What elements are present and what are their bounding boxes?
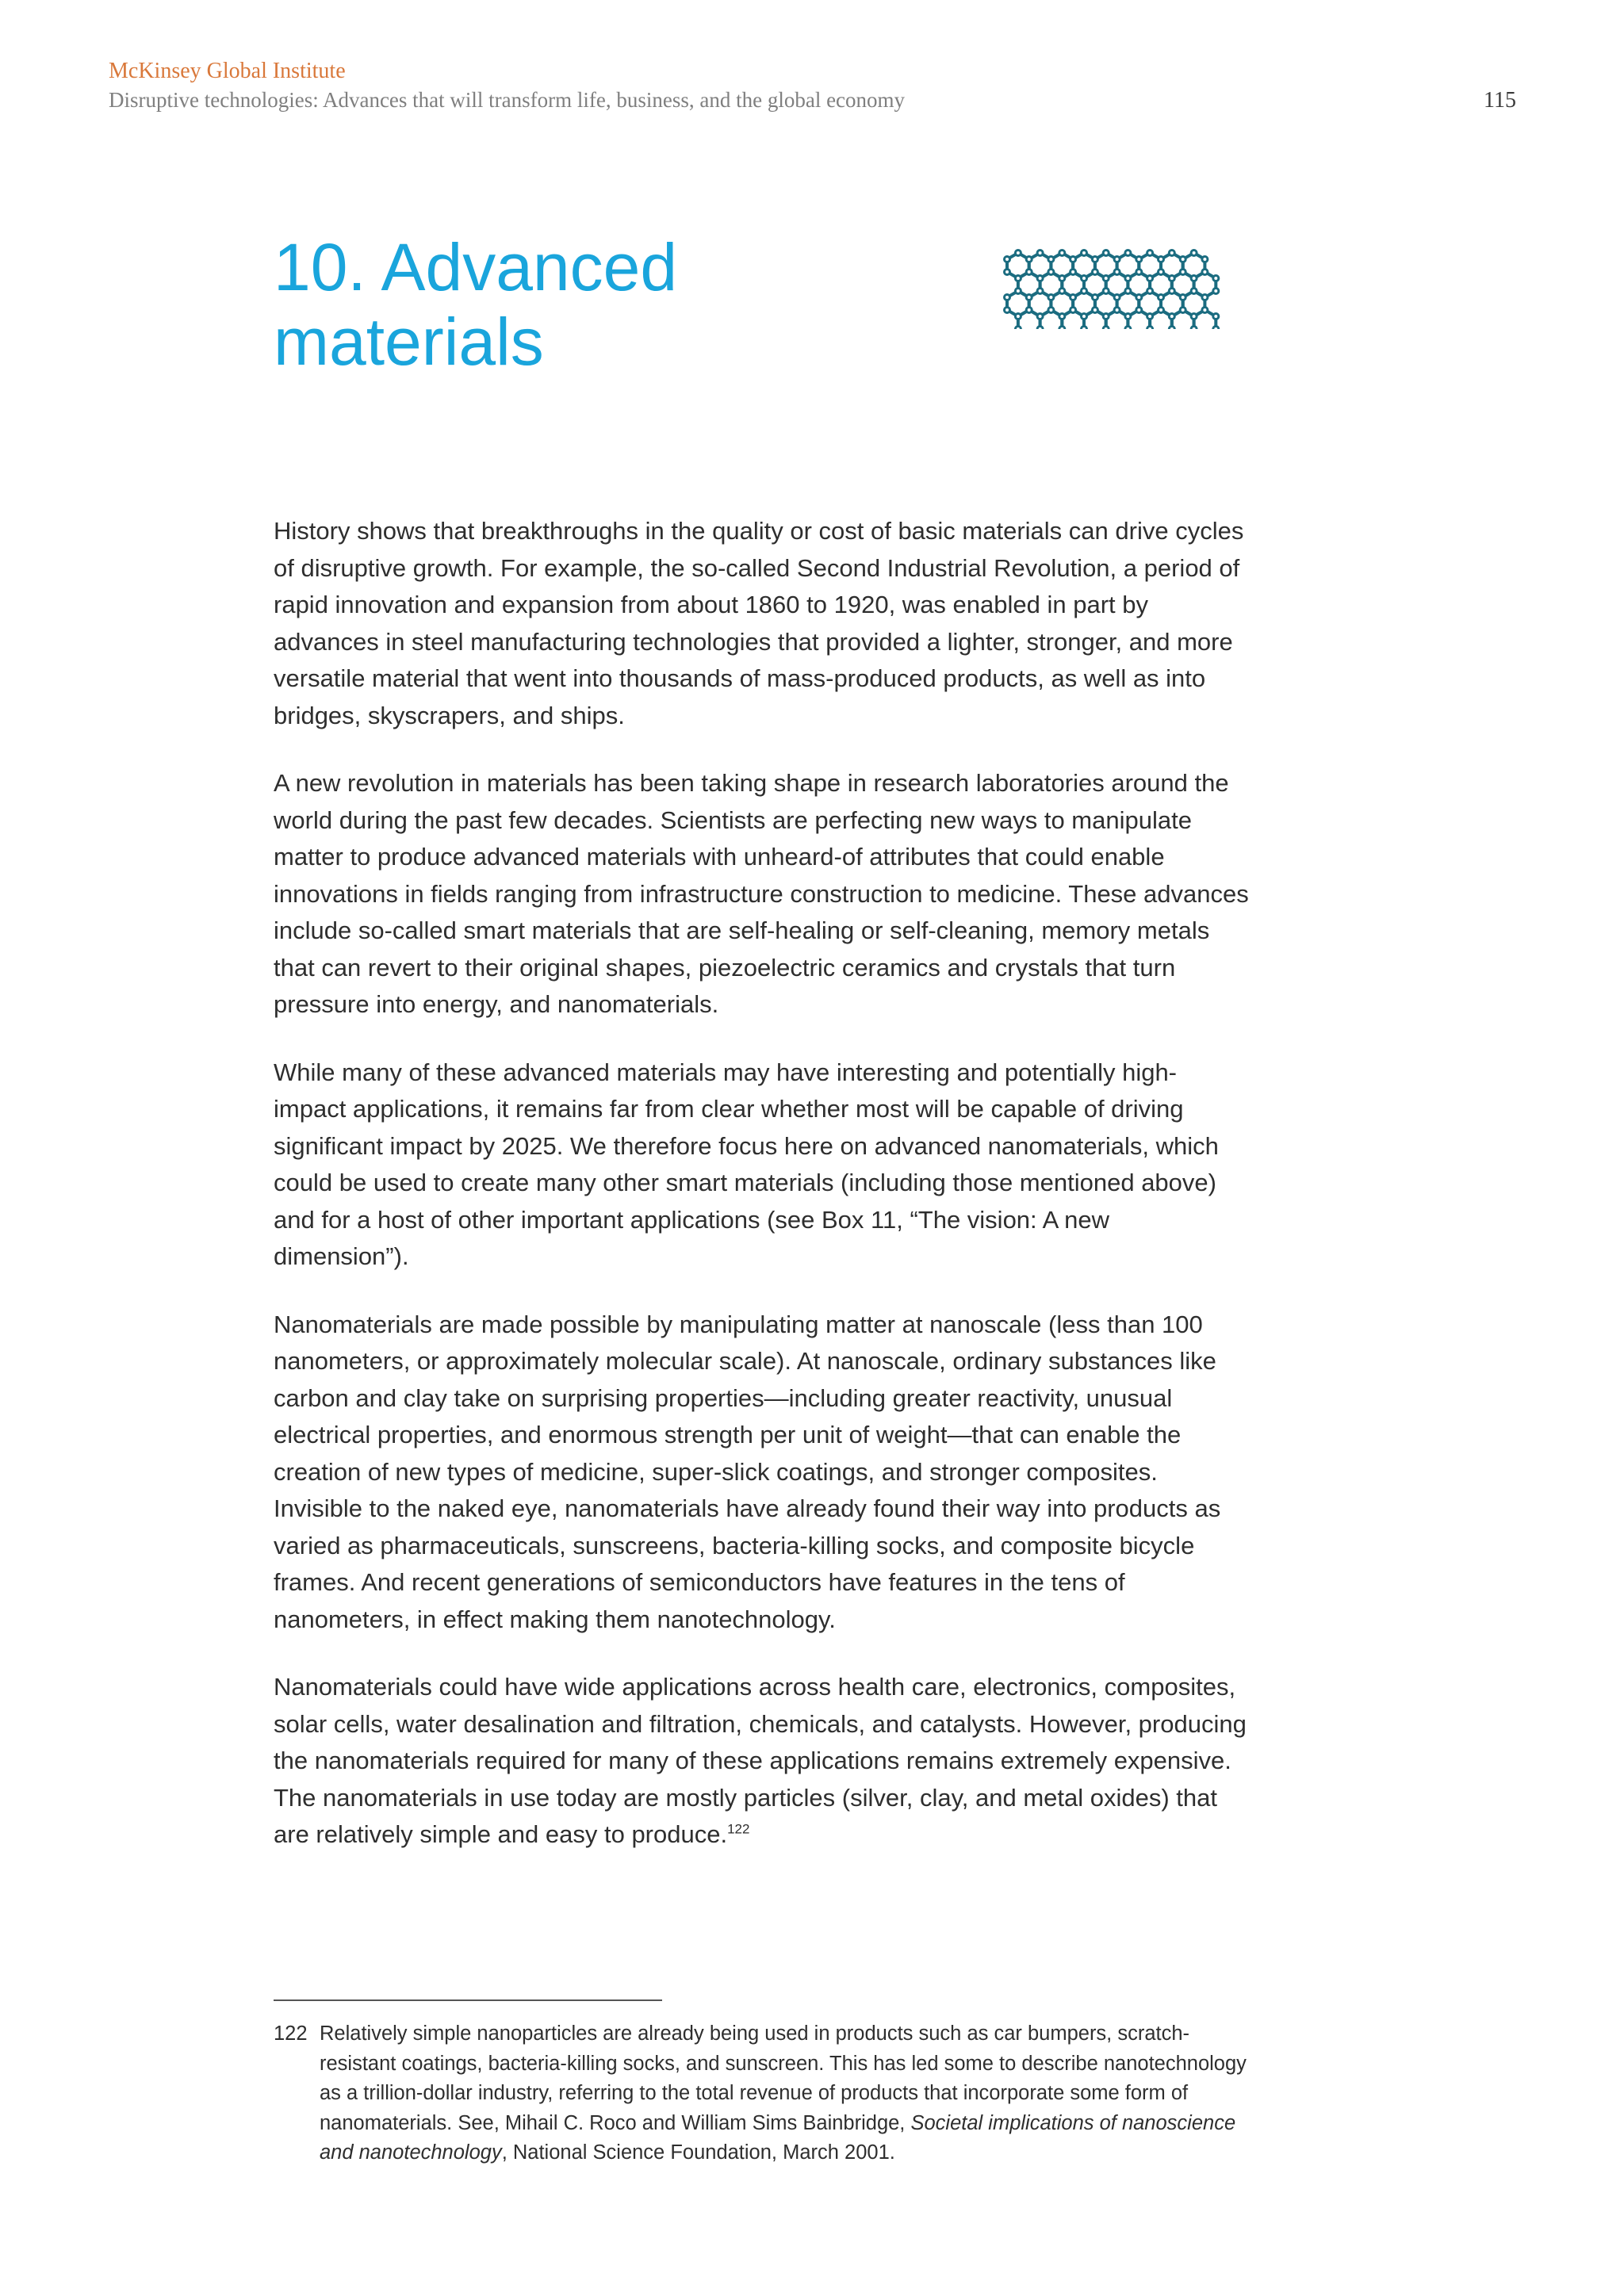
lattice-atom bbox=[1191, 327, 1197, 330]
lattice-atom bbox=[1071, 295, 1076, 300]
lattice-atom bbox=[1103, 251, 1109, 256]
lattice-atom bbox=[1071, 308, 1076, 313]
lattice-atom bbox=[1037, 276, 1043, 281]
footnote-reference[interactable]: 122 bbox=[727, 1821, 750, 1837]
lattice-atom bbox=[1026, 308, 1032, 313]
lattice-atom bbox=[1169, 276, 1174, 281]
lattice-atom bbox=[1169, 314, 1174, 320]
lattice-atom bbox=[1005, 270, 1010, 275]
lattice-atom bbox=[1202, 295, 1208, 300]
lattice-atom bbox=[1202, 308, 1208, 313]
footnote-divider bbox=[274, 1999, 662, 2001]
lattice-atom bbox=[1037, 314, 1043, 320]
lattice-atom bbox=[1213, 314, 1219, 320]
footnote-text-part: Relatively simple nanoparticles are already being used in products such as car bumpers, scratch-resistant coatings, bacteria-killing socks, and sunscreen. This has led some to describe nanotechnology as a trillion-dollar industry, referring to the total revenue of products that incorporate some form of nanomaterials. See, Mihail C. Roco and William Sims Bainbridge, bbox=[320, 2022, 1247, 2134]
footnote-text-part: , National Science Foundation, March 2001. bbox=[501, 2141, 895, 2164]
page-number: 115 bbox=[1484, 88, 1516, 113]
lattice-atom bbox=[1202, 257, 1208, 262]
lattice-atom bbox=[1136, 295, 1142, 300]
lattice-atom bbox=[1082, 289, 1087, 294]
lattice-atom bbox=[1059, 251, 1065, 256]
lattice-atom bbox=[1191, 289, 1197, 294]
chapter-title bbox=[274, 230, 829, 379]
lattice-atom bbox=[1180, 270, 1185, 275]
lattice-atom bbox=[1037, 251, 1043, 256]
lattice-atom bbox=[1005, 295, 1010, 300]
lattice-atom bbox=[1026, 257, 1032, 262]
chapter-title-line-1: 10. Advanced bbox=[274, 230, 678, 304]
lattice-atom bbox=[1147, 289, 1153, 294]
lattice-atom bbox=[1015, 289, 1021, 294]
lattice-atom bbox=[1147, 327, 1153, 330]
lattice-atom bbox=[1059, 289, 1065, 294]
lattice-atom bbox=[1048, 257, 1054, 262]
lattice-atom bbox=[1125, 327, 1131, 330]
lattice-atom bbox=[1059, 276, 1065, 281]
lattice-atom bbox=[1015, 314, 1021, 320]
lattice-atom bbox=[1169, 327, 1174, 330]
lattice-atom bbox=[1147, 314, 1153, 320]
lattice-atom bbox=[1213, 276, 1219, 281]
paragraph bbox=[274, 1669, 1249, 1854]
lattice-atom bbox=[1071, 257, 1076, 262]
lattice-atom bbox=[1005, 257, 1010, 262]
footnote-number: 122 bbox=[274, 2022, 308, 2045]
lattice-atom bbox=[1202, 270, 1208, 275]
lattice-atom bbox=[1213, 327, 1219, 330]
lattice-atom bbox=[1059, 314, 1065, 320]
paragraph: A new revolution in materials has been taking shape in research laboratories around the world during the past few decades. Scientists are perfecting new ways to manipulate matter to produce advanced materials with unheard-of attributes that could enable innovations in fields ranging from infrastructure construction to medicine. These advances include so-called smart materials that are self-healing or self-cleaning, memory metals that can revert to their original shapes, piezoelectric ceramics and crystals that turn pressure into energy, and nanomaterials. bbox=[274, 769, 1249, 1018]
footnote bbox=[274, 2019, 1249, 2168]
lattice-atom bbox=[1026, 295, 1032, 300]
lattice-atom bbox=[1191, 314, 1197, 320]
lattice-atom bbox=[1082, 327, 1087, 330]
paragraph-text: Nanomaterials could have wide applications across health care, electronics, composites, solar cells, water desalination and filtration, chemicals, and catalysts. However, producing the nanomaterials required for many of these applications remains extremely expensive. The nanomaterials in use today are mostly particles (silver, clay, and metal oxides) that are relatively simple and easy to produce. bbox=[274, 1673, 1247, 1848]
lattice-atom bbox=[1103, 314, 1109, 320]
lattice-atom bbox=[1159, 270, 1164, 275]
lattice-atom bbox=[1159, 257, 1164, 262]
lattice-atom bbox=[1136, 257, 1142, 262]
lattice-atom bbox=[1114, 270, 1120, 275]
paragraph: While many of these advanced materials may have interesting and potentially high-impact applications, it remains far from clear whether most will be capable of driving significant impact by 2025. We therefore focus here on advanced nanomaterials, which could be used to create many other smart materials (including those mentioned above) and for a host of other important applications (see Box 11, “The vision: A new dimension”). bbox=[274, 1058, 1219, 1270]
lattice-atom bbox=[1005, 308, 1010, 313]
lattice-atom bbox=[1125, 276, 1131, 281]
lattice-atom bbox=[1103, 289, 1109, 294]
lattice-atom bbox=[1114, 257, 1120, 262]
lattice-atom bbox=[1136, 270, 1142, 275]
publisher-name: McKinsey Global Institute bbox=[109, 59, 346, 83]
lattice-atom bbox=[1048, 295, 1054, 300]
lattice-atom bbox=[1191, 251, 1197, 256]
lattice-atom bbox=[1125, 314, 1131, 320]
lattice-atom bbox=[1159, 308, 1164, 313]
lattice-atom bbox=[1082, 251, 1087, 256]
chapter-title-line-2: materials bbox=[274, 304, 544, 379]
lattice-atom bbox=[1114, 295, 1120, 300]
lattice-atom bbox=[1048, 308, 1054, 313]
cited-title: Societal implications of nanoscience and nanotechnology bbox=[320, 2111, 1236, 2164]
lattice-atom bbox=[1015, 251, 1021, 256]
lattice-atom bbox=[1169, 251, 1174, 256]
footnote-text bbox=[320, 2019, 1249, 2168]
lattice-atom bbox=[1092, 295, 1097, 300]
lattice-atom bbox=[1147, 251, 1153, 256]
lattice-atom bbox=[1159, 295, 1164, 300]
lattice-atom bbox=[1169, 289, 1174, 294]
lattice-atom bbox=[1180, 308, 1185, 313]
lattice-atom bbox=[1082, 276, 1087, 281]
lattice-atom bbox=[1048, 270, 1054, 275]
lattice-atom bbox=[1103, 276, 1109, 281]
lattice-atom bbox=[1136, 308, 1142, 313]
lattice-atom bbox=[1180, 295, 1185, 300]
report-title: Disruptive technologies: Advances that will transform life, business, and the global economy bbox=[109, 88, 906, 112]
lattice-atom bbox=[1015, 276, 1021, 281]
lattice-atom bbox=[1071, 270, 1076, 275]
lattice-atom bbox=[1114, 308, 1120, 313]
lattice-atom bbox=[1059, 327, 1065, 330]
lattice-atom bbox=[1103, 327, 1109, 330]
body-text bbox=[274, 513, 1249, 1885]
lattice-atom bbox=[1037, 289, 1043, 294]
lattice-atom bbox=[1092, 270, 1097, 275]
lattice-atom bbox=[1191, 276, 1197, 281]
lattice-atom bbox=[1147, 276, 1153, 281]
lattice-atom bbox=[1092, 308, 1097, 313]
lattice-atom bbox=[1180, 257, 1185, 262]
lattice-atom bbox=[1125, 251, 1131, 256]
paragraph: History shows that breakthroughs in the quality or cost of basic materials can drive cycles of disruptive growth. For example, the so-called Second Industrial Revolution, a period of rapid innovation and expansion from about 1860 to 1920, was enabled in part by advances in steel manufacturing technologies that provided a lighter, stronger, and more versatile material that went into thousands of mass-produced products, as well as into bridges, skyscrapers, and ships. bbox=[274, 517, 1244, 729]
lattice-atom bbox=[1125, 289, 1131, 294]
lattice-atom bbox=[1026, 270, 1032, 275]
lattice-atom bbox=[1037, 327, 1043, 330]
lattice-atom bbox=[1082, 314, 1087, 320]
nanotube-icon bbox=[998, 242, 1235, 329]
lattice-atom bbox=[1213, 289, 1219, 294]
lattice-atom bbox=[1092, 257, 1097, 262]
lattice-atom bbox=[1015, 327, 1021, 330]
paragraph: Nanomaterials are made possible by manipulating matter at nanoscale (less than 100 nanometers, or approximately molecular scale). At nanoscale, ordinary substances like carbon and clay take on surprising properties—including greater reactivity, unusual electrical properties, and enormous strength per unit of weight—that can enable the creation of new types of medicine, super-slick coatings, and stronger composites. Invisible to the naked eye, nanomaterials have already found their way into products as varied as pharmaceuticals, sunscreens, bacteria-killing socks, and composite bicycle frames. And recent generations of semiconductors have features in the tens of nanometers, in effect making them nanotechnology. bbox=[274, 1310, 1221, 1633]
